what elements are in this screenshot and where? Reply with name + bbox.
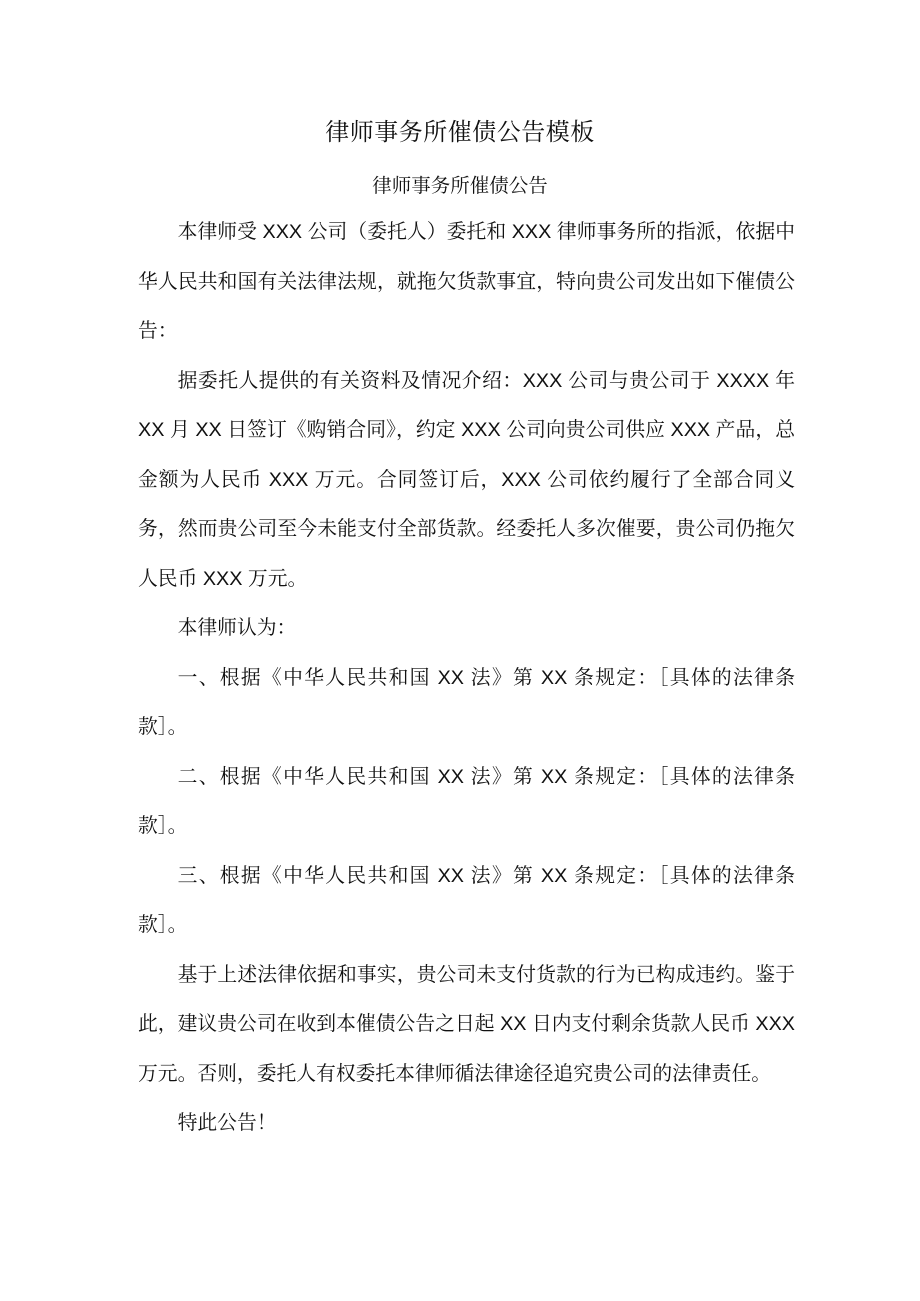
document-body	[138, 208, 795, 1149]
paragraph-legal-basis-1: 一、根据《中华人民共和国 XX 法》第 XX 条规定：［具体的法律条款］。	[138, 666, 795, 738]
paragraph-opinion-heading: 本律师认为：	[177, 617, 297, 639]
paragraph-intro: 本律师受 XXX 公司（委托人）委托和 XXX 律师事务所的指派，依据中华人民共和国有关法律法规，就拖欠货款事宜，特向贵公司发出如下催债公告：	[138, 221, 795, 342]
document-title: 律师事务所催债公告模板	[325, 119, 595, 146]
paragraph-facts: 据委托人提供的有关资料及情况介绍：XXX 公司与贵公司于 XXXX 年 XX 月 XX 日签订《购销合同》，约定 XXX 公司向贵公司供应 XXX 产品，总金额为人民币 XXX 万元。合同签订后，XXX 公司依约履行了全部合同义务，然而贵公司至今未能支付全部货款。经委托人多次催要，贵公司仍拖欠人民币 XXX 万元。	[138, 369, 795, 590]
paragraph-legal-basis-3: 三、根据《中华人民共和国 XX 法》第 XX 条规定：［具体的法律条款］。	[138, 864, 795, 936]
document-subtitle: 律师事务所催债公告	[372, 175, 548, 197]
paragraph-demand: 基于上述法律依据和事实，贵公司未支付货款的行为已构成违约。鉴于此，建议贵公司在收到本催债公告之日起 XX 日内支付剩余货款人民币 XXX 万元。否则，委托人有权委托本律师循法律途径追究贵公司的法律责任。	[138, 963, 795, 1085]
paragraph-legal-basis-2: 二、根据《中华人民共和国 XX 法》第 XX 条规定：［具体的法律条款］。	[138, 765, 795, 837]
paragraph-closing: 特此公告！	[177, 1112, 277, 1134]
